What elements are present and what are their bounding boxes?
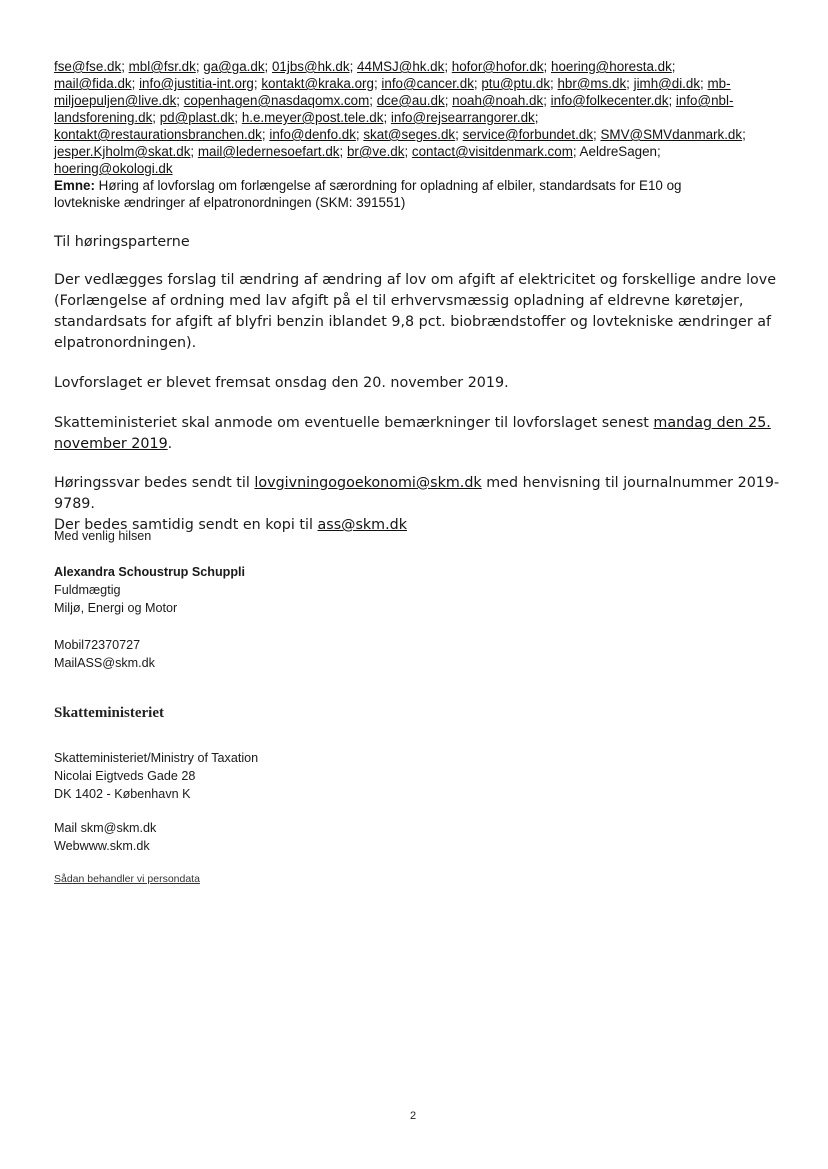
separator: ; <box>176 93 184 108</box>
closing <box>54 527 151 545</box>
separator: ; <box>742 127 746 142</box>
recipient-email-link[interactable]: ga@ga.dk <box>203 59 265 74</box>
ministry-mail: Mail skm@skm.dk <box>54 821 157 835</box>
separator: ; <box>190 144 198 159</box>
deadline-link[interactable]: mandag den 25. november 2019 <box>54 415 771 452</box>
email-subject <box>54 177 774 194</box>
signer-department: Miljø, Energi og Motor <box>54 601 178 615</box>
recipient-list <box>54 58 774 211</box>
address-line: Nicolai Eigtveds Gade 28 <box>54 769 196 783</box>
recipient-email-link[interactable]: jimh@di.dk <box>633 76 701 91</box>
recipient-email-link[interactable]: info@denfo.dk <box>269 127 356 142</box>
body-paragraph-4 <box>54 473 784 536</box>
email-link-lovgivning[interactable]: lovgivningogoekonomi@skm.dk <box>254 475 482 491</box>
recipient-email-link[interactable]: h.e.meyer@post.tele.dk <box>241 110 384 125</box>
recipient-line <box>54 75 774 92</box>
recipient-email-link[interactable]: 01jbs@hk.dk <box>271 59 350 74</box>
separator: ; <box>550 76 558 91</box>
paragraph-text: Lovforslaget er blevet fremsat onsdag den 20. november 2019. <box>54 375 509 391</box>
recipient-email-link[interactable]: landsforening.dk <box>54 110 153 125</box>
contact-block <box>54 636 155 672</box>
recipient-line <box>54 160 774 177</box>
separator: ; <box>373 76 382 91</box>
recipient-line <box>54 109 774 126</box>
recipient-email-link[interactable]: SMV@SMVdanmark.dk <box>600 127 743 142</box>
page-number: 2 <box>410 1110 417 1122</box>
recipient-email-link[interactable]: miljoepuljen@live.dk <box>54 93 177 108</box>
recipient-email-link[interactable]: ptu@ptu.dk <box>481 76 551 91</box>
recipient-email-link[interactable]: pd@plast.dk <box>159 110 235 125</box>
recipient-email-link[interactable]: info@nbl- <box>675 93 734 108</box>
recipient-email-link[interactable]: dce@au.dk <box>376 93 445 108</box>
ministry-contact <box>54 819 156 855</box>
recipient-email-link[interactable]: hoering@okologi.dk <box>54 161 173 176</box>
separator: ; <box>700 76 708 91</box>
separator: ; <box>534 110 539 125</box>
separator: ; <box>626 76 634 91</box>
separator: ; <box>261 127 270 142</box>
separator: ; <box>253 76 262 91</box>
separator: ; <box>444 59 452 74</box>
paragraph-text: Der vedlægges forslag til ændring af ændring af lov om afgift af elektricitet og forskellige andre love (Forlængelse af ordning med lav afgift på el til erhvervsmæssig opladning af eldrevne køretøjer, standardsats for afgift af blyfri benzin iblandet 9,8 pct. biobrændstoffer og lovtekniske ændringer af elpatronordningen). <box>54 272 777 351</box>
recipient-email-link[interactable]: kontakt@restaurationsbranchen.dk <box>54 127 262 142</box>
recipient-line <box>54 58 774 75</box>
privacy-link[interactable]: Sådan behandler vi persondata <box>54 873 200 885</box>
recipient-email-link[interactable]: mbl@fsr.dk <box>128 59 196 74</box>
ministry-logo: Skatteministeriet <box>54 705 164 721</box>
separator: ; <box>121 59 129 74</box>
recipient-email-link[interactable]: fse@fse.dk <box>54 59 122 74</box>
recipient-email-link[interactable]: hoering@horesta.dk <box>551 59 672 74</box>
signer-mobile: Mobil72370727 <box>54 638 141 652</box>
separator: ; <box>195 59 204 74</box>
separator: ; <box>593 127 601 142</box>
paragraph-text: Der bedes samtidig sendt en kopi til <box>54 517 318 533</box>
address-line: DK 1402 - København K <box>54 787 191 801</box>
separator: ; <box>473 76 482 91</box>
separator: ; <box>543 59 551 74</box>
separator: ; <box>668 93 676 108</box>
recipient-email-link[interactable]: noah@noah.dk <box>452 93 544 108</box>
recipient-email-link[interactable]: info@cancer.dk <box>381 76 474 91</box>
recipient-line <box>54 92 774 109</box>
signer-name: Alexandra Schoustrup Schuppli <box>54 565 246 579</box>
signer-mail: MailASS@skm.dk <box>54 656 155 670</box>
body-paragraph-2 <box>54 373 784 394</box>
greeting: Til høringsparterne <box>54 234 190 250</box>
separator: ; <box>131 76 140 91</box>
separator: ; <box>339 144 347 159</box>
recipient-line <box>54 126 774 143</box>
separator: ; <box>369 93 377 108</box>
paragraph-text: med henvisning til journalnummer 2019-9789. <box>54 475 780 512</box>
recipient-email-link[interactable]: br@ve.dk <box>346 144 405 159</box>
recipient-line <box>54 143 774 160</box>
body-paragraph-3 <box>54 413 784 455</box>
paragraph-text: . <box>167 436 173 452</box>
paragraph-text: Skatteministeriet skal anmode om eventuelle bemærkninger til lovforslaget senest <box>54 415 654 431</box>
separator: ; <box>383 110 391 125</box>
recipient-email-link[interactable]: 44MSJ@hk.dk <box>357 59 445 74</box>
separator: ; <box>264 59 272 74</box>
separator: ; AeldreSagen; <box>572 144 661 159</box>
recipient-email-link[interactable]: contact@visitdenmark.com <box>411 144 573 159</box>
ministry-web: Webwww.skm.dk <box>54 839 150 853</box>
separator: ; <box>152 110 160 125</box>
separator: ; <box>671 59 676 74</box>
address-line: Skatteministeriet/Ministry of Taxation <box>54 751 259 765</box>
recipient-email-link[interactable]: mail@fida.dk <box>54 76 132 91</box>
separator: ; <box>543 93 551 108</box>
recipient-email-link[interactable]: hofor@hofor.dk <box>451 59 544 74</box>
recipient-email-link[interactable]: mail@ledernesoefart.dk <box>197 144 340 159</box>
recipient-email-link[interactable]: copenhagen@nasdaqomx.com <box>183 93 370 108</box>
signer-title: Fuldmægtig <box>54 583 121 597</box>
recipient-email-link[interactable]: jesper.Kjholm@skat.dk <box>54 144 191 159</box>
subject-text-1: Høring af lovforslag om forlængelse af særordning for opladning af elbiler, standardsats for E10 og <box>94 178 682 193</box>
recipient-email-link[interactable]: kontakt@kraka.org <box>261 76 374 91</box>
recipient-email-link[interactable]: skat@seges.dk <box>363 127 456 142</box>
separator: ; <box>455 127 463 142</box>
closing-text: Med venlig hilsen <box>54 529 152 543</box>
separator: ; <box>444 93 453 108</box>
recipient-email-link[interactable]: hbr@ms.dk <box>557 76 627 91</box>
subject-text-2: lovtekniske ændringer af elpatronordningen (SKM: 391551) <box>54 195 406 210</box>
recipient-email-link[interactable]: info@folkecenter.dk <box>550 93 669 108</box>
recipient-email-link[interactable]: service@forbundet.dk <box>462 127 594 142</box>
separator: ; <box>349 59 358 74</box>
recipient-email-link[interactable]: info@justitia-int.org <box>139 76 254 91</box>
signature-block <box>54 563 245 617</box>
address-block <box>54 749 258 803</box>
email-link-ass[interactable]: ass@skm.dk <box>317 517 407 533</box>
body-greeting <box>54 232 784 253</box>
recipient-email-link[interactable]: mb- <box>707 76 731 91</box>
subject-label: Emne: <box>54 178 95 193</box>
body-paragraph-1 <box>54 270 784 354</box>
paragraph-text: Høringssvar bedes sendt til <box>54 475 255 491</box>
separator: ; <box>355 127 364 142</box>
recipient-email-link[interactable]: info@rejsearrangorer.dk <box>390 110 535 125</box>
separator: ; <box>404 144 412 159</box>
separator: ; <box>234 110 242 125</box>
